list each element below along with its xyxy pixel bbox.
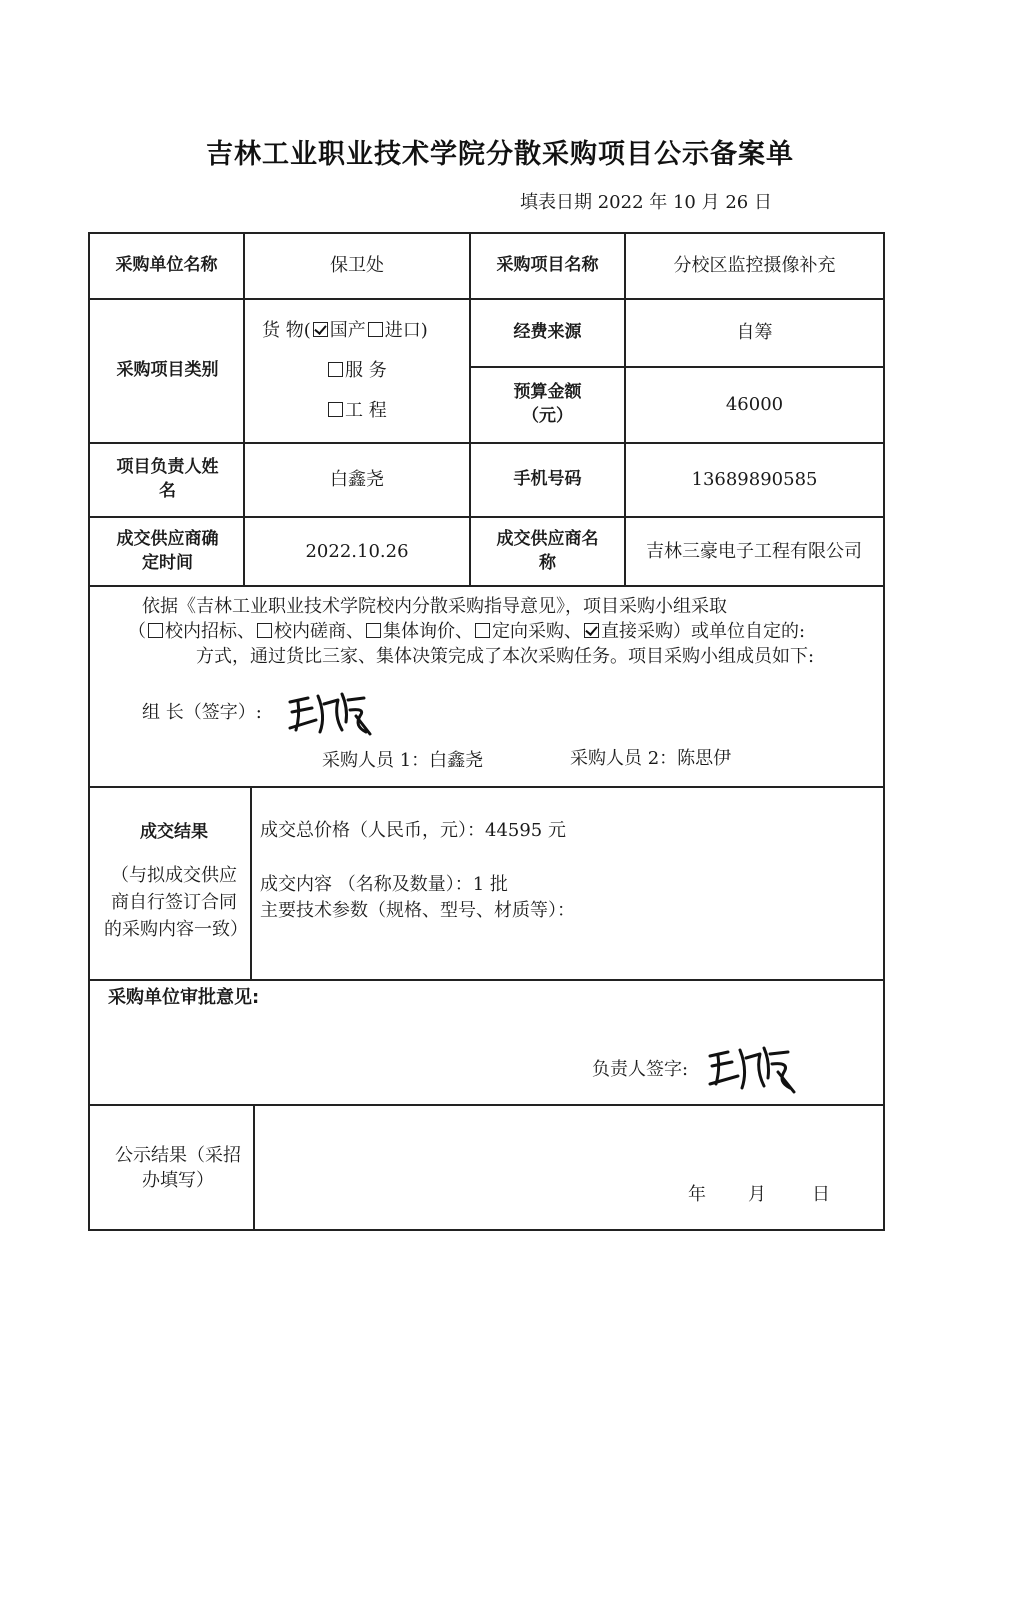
col-divider [253,1104,255,1231]
checkbox-inquiry[interactable] [366,623,381,638]
row-divider [88,1104,885,1106]
opt-negotiation: 校内磋商、 [274,621,364,642]
checkbox-direct[interactable] [584,623,599,638]
row-divider [88,585,885,587]
col-divider [250,786,252,981]
row-divider [88,786,885,788]
checkbox-bidding[interactable] [148,623,163,638]
category-goods [262,318,428,344]
project-value: 分校区监控摄像补充 [673,255,836,277]
category-engineering [326,398,387,424]
checkbox-negotiation[interactable] [257,623,272,638]
basis-line1: 依据《吉林工业职业技术学院校内分散采购指导意见》，项目采购小组采取 [142,596,727,617]
budget-label: 预算金额（元） [513,382,582,426]
result-note: （与拟成交供应商自行签订合同的采购内容一致） [104,864,248,940]
opt-directed: 定向采购、 [492,621,582,642]
buyer-2: 采购人员 2：陈思伊 [570,748,732,769]
engineering-label: 工 程 [345,400,387,421]
checkbox-domestic[interactable] [313,322,328,337]
public-label: 公示结果（采招办填写） [115,1144,241,1191]
budget-value: 46000 [725,394,784,416]
checkbox-directed[interactable] [475,623,490,638]
checkbox-imported[interactable] [368,322,383,337]
result-price: 成交总价格（人民币，元）：44595 元 [260,820,566,841]
approval-sign-label: 负责人签字: [592,1059,689,1080]
date-month: 月 [748,1184,766,1205]
buyer-1: 采购人员 1：白鑫尧 [322,750,484,771]
manager-value: 白鑫尧 [330,469,384,491]
phone-value: 13689890585 [691,469,818,491]
opt-inquiry: 集体询价、 [383,621,473,642]
checkbox-engineering[interactable] [328,402,343,417]
service-label: 服 务 [345,360,387,381]
approval-signature [706,1040,802,1096]
category-label: 采购项目类别 [116,360,219,381]
unit-label: 采购单位名称 [115,255,218,276]
checkbox-service[interactable] [328,362,343,377]
leader-signature [286,686,376,738]
leader-label: 组 长（签字）: [142,702,262,723]
result-content: 成交内容 （名称及数量）：1 批 [260,874,508,895]
approval-label: 采购单位审批意见: [108,987,260,1008]
fund-label: 经费来源 [513,322,582,343]
basis-line2: （ 校内招标、 校内磋商、 集体询价、 定向采购、 直接采购）或单位自定的: [128,621,806,642]
date-day: 日 [812,1184,830,1205]
opt-direct: 直接采购）或单位自定的: [601,621,806,642]
result-label: 成交结果 [140,822,208,843]
result-params: 主要技术参数（规格、型号、材质等）： [260,900,575,921]
category-service [326,358,387,384]
manager-label: 项目负责人姓 名 [116,457,219,501]
deal-time-value: 2022.10.26 [305,540,409,562]
imported-label: 进口) [384,320,428,341]
domestic-label: 国产 [329,320,366,341]
deal-time-label: 成交供应商确定时间 [116,528,219,573]
unit-value: 保卫处 [330,255,384,277]
row-divider [88,979,885,981]
date-year: 年 [688,1184,706,1205]
fill-date: 填表日期 2022 年 10 月 26 日 [520,192,772,213]
opt-bidding: 校内招标、 [165,621,255,642]
supplier-value: 吉林三豪电子工程有限公司 [646,540,862,562]
project-label: 采购项目名称 [496,255,599,276]
supplier-label: 成交供应商名 称 [496,528,599,573]
document-title: 吉林工业职业技术学院分散采购项目公示备案单 [206,139,794,170]
phone-label: 手机号码 [513,469,582,490]
fund-value: 自筹 [736,322,773,344]
goods-prefix: 货 物( [262,320,311,341]
basis-line3: 方式，通过货比三家、集体决策完成了本次采购任务。项目采购小组成员如下: [196,646,815,667]
